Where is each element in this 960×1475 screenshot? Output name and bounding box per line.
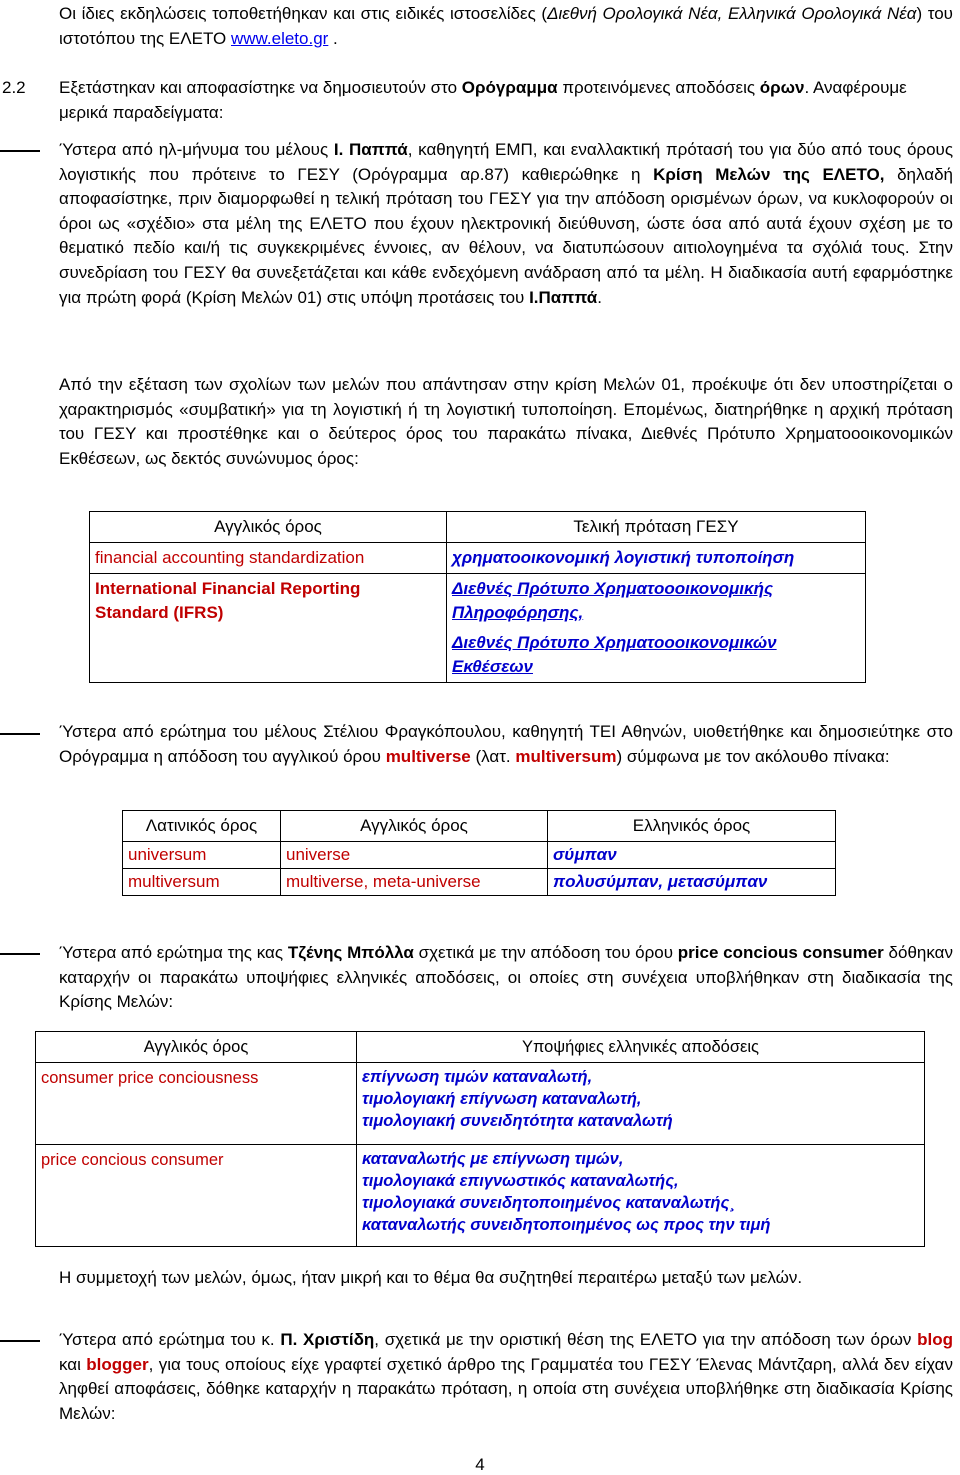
- text: , καθηγητή ΕΜΠ, και εναλλακτική πρότασή του για δύο από τους όρους λογιστικής που πρότεινε το ΓΕΣΥ (Ορόγραμμα αρ.87) καθιερώθηκε η: [59, 140, 954, 184]
- column-header: Υποψήφιες ελληνικές αποδόσεις: [357, 1032, 925, 1063]
- item-2-paragraph: [59, 720, 953, 769]
- item-4-paragraph: [59, 1328, 953, 1426]
- cell-line: καταναλωτής συνειδητοποιημένος ως προς την τιμή: [362, 1216, 771, 1234]
- table-row: [36, 1063, 925, 1145]
- bold-text: Κρίση Μελών της ΕΛΕΤΟ,: [653, 164, 885, 184]
- table-row: [36, 1145, 925, 1247]
- text: . Αναφέρουμε μερικά παραδείγματα:: [59, 78, 907, 122]
- participation-paragraph: Η συμμετοχή των μελών, όμως, ήταν μικρή και το θέμα θα συζητηθεί περαιτέρω μεταξύ των μελών.: [59, 1268, 803, 1287]
- text: .: [597, 287, 602, 307]
- text: (λατ.: [470, 746, 516, 766]
- column-header: Τελική πρόταση ΓΕΣΥ: [447, 512, 866, 543]
- cell-line: καταναλωτής με επίγνωση τιμών,: [362, 1150, 624, 1168]
- text: προτεινόμενες αποδόσεις: [557, 78, 760, 97]
- text: Ύστερα από ηλ-μήνυμα του μέλους: [59, 140, 334, 159]
- table-cell: multiversum: [123, 869, 281, 896]
- bold-text: Ι. Παππά: [333, 140, 408, 159]
- cell-line: τιμολογιακή συνειδητότητα καταναλωτή: [362, 1112, 673, 1130]
- text: Εξετάστηκαν και αποφασίστηκε να δημοσιευτούν στο: [59, 78, 462, 97]
- text: σχετικά με την απόδοση του όρου: [413, 943, 678, 962]
- table-cell: [357, 1145, 925, 1247]
- bold-text: Ορόγραμμα: [461, 78, 558, 97]
- table-financial-terms: [89, 511, 866, 683]
- cell-line: τιμολογιακά συνειδητοποιημένος καταναλωτής¸: [362, 1194, 735, 1212]
- text: ) σύμφωνα με τον ακόλουθο πίνακα:: [616, 746, 890, 766]
- table-cell: financial accounting standardization: [90, 543, 447, 574]
- column-header: Αγγλικός όρος: [36, 1032, 357, 1063]
- item-1-paragraph: [59, 138, 953, 310]
- highlighted-term: blog: [917, 1330, 953, 1349]
- highlighted-term: blogger: [86, 1354, 149, 1374]
- text: και: [59, 1354, 87, 1374]
- table-row: [123, 842, 836, 869]
- table-cell: price concious consumer: [36, 1145, 357, 1247]
- item-3-paragraph: [59, 941, 953, 1015]
- bold-text: Ι.Παππά: [529, 287, 598, 307]
- text: Ύστερα από ερώτημα του κ.: [59, 1330, 281, 1349]
- column-header: Ελληνικός όρος: [548, 811, 836, 842]
- highlighted-term: multiverse: [385, 746, 471, 766]
- table-cell: consumer price conciousness: [36, 1063, 357, 1145]
- list-dash: [0, 150, 40, 152]
- bold-text: Τζένης Μπόλλα: [287, 943, 414, 962]
- table-cell: σύμπαν: [548, 842, 836, 869]
- table-cell: International Financial Reporting Standard (IFRS): [90, 574, 447, 683]
- bold-text: Π. Χριστίδη: [280, 1330, 375, 1349]
- list-dash: [0, 1340, 40, 1342]
- table-cell: universe: [281, 842, 548, 869]
- text: ) του ιστοτόπου της ΕΛΕΤΟ: [59, 4, 953, 48]
- section-2-2-paragraph: [59, 76, 953, 125]
- table-multiverse: [122, 810, 836, 896]
- bold-text: όρων: [759, 78, 805, 97]
- text: , για τους οποίους είχε γραφτεί σχετικό άρθρο της Γραμματέα του ΓΕΣΥ Έλενας Μάντζαρη, αλλά δεν είχαν ληφθεί αποφάσεις, δόθηκε καταρχήν η παρακάτω πρόταση, η οποία στη συνέχεια υποβλήθηκε στη διαδικασία Κρίσης Μελών:: [59, 1354, 953, 1423]
- text: δηλαδή αποφασίστηκε, πριν διαμορφωθεί η τελική πρόταση του ΓΕΣΥ για την απόδοση ορισμένων όρων, να κυκλοφορούν οι όροι ως «σχέδιο» στα μέλη της ΕΛΕΤΟ που έχουν ηλεκτρονική διεύθυνση, ώστε όσα από αυτά έχουν σχέση με το θεματικό πεδίο και/ή τις συγκεκριμένες έννοιες, αν θέλουν, να διατυπώσουν αιτιολογημένα τα σχόλιά τους. Στην συνεδρίαση του ΓΕΣΥ θα συνεξετάζεται και κάθε ενδεχόμενη ανάδραση από τα μέλη. Η διαδικασία αυτή εφαρμόστηκε για πρώτη φορά (Κρίση Μελών 01) στις υπόψη προτάσεις του: [59, 164, 954, 307]
- table-cell: πολυσύμπαν, μετασύμπαν: [548, 869, 836, 896]
- table-cell: χρηματοοικονομική λογιστική τυποποίηση: [447, 543, 866, 574]
- table-row: [90, 543, 866, 574]
- text: Ύστερα από ερώτημα της κας: [59, 943, 288, 962]
- table-cell: universum: [123, 842, 281, 869]
- table-header-row: [90, 512, 866, 543]
- table-cell: [447, 574, 866, 683]
- column-header: Αγγλικός όρος: [90, 512, 447, 543]
- cell-line: Διεθνές Πρότυπο Χρηματοοοικονομικής Πληροφόρησης,: [452, 579, 774, 622]
- text: δόθηκαν καταρχήν οι παρακάτω υποψήφιες ελληνικές αποδόσεις, οι οποίες στη συνέχεια υποβλήθηκαν στη διαδικασία της Κρίσης Μελών:: [59, 943, 953, 1012]
- table-price-conscious: [35, 1031, 925, 1247]
- table-row: [90, 574, 866, 683]
- intro-paragraph: [59, 2, 953, 51]
- highlighted-term: multiversum: [515, 746, 617, 766]
- eleto-link[interactable]: www.eleto.gr: [231, 28, 329, 48]
- table-cell: multiverse, meta-universe: [281, 869, 548, 896]
- text: Οι ίδιες εκδηλώσεις τοποθετήθηκαν και στις ειδικές ιστοσελίδες (: [59, 4, 548, 23]
- table-header-row: [123, 811, 836, 842]
- column-header: Λατινικός όρος: [123, 811, 281, 842]
- bold-text: price concious consumer: [677, 943, 884, 962]
- cell-line: επίγνωση τιμών καταναλωτή,: [362, 1068, 593, 1086]
- text: , σχετικά με την οριστική θέση της ΕΛΕΤΟ για την απόδοση των όρων: [374, 1330, 918, 1349]
- table-cell: [357, 1063, 925, 1145]
- table-header-row: [36, 1032, 925, 1063]
- section-number: 2.2: [2, 78, 26, 97]
- list-dash: [0, 733, 40, 735]
- cell-line: τιμολογιακά επιγνωστικός καταναλωτής,: [362, 1172, 679, 1190]
- column-header: Αγγλικός όρος: [281, 811, 548, 842]
- comments-paragraph: Από την εξέταση των σχολίων των μελών που απάντησαν στην κρίση Μελών 01, προέκυψε ότι δεν υποστηρίζεται ο χαρακτηρισμός «συμβατική» για τη λογιστική ή τη λογιστική τυποποίηση. Επομένως, διατηρήθηκε η αρχική πρόταση του ΓΕΣΥ και προστέθηκε και ο δεύτερος όρος του παρακάτω πίνακα, Διεθνές Πρότυπο Χρηματοοοικονομικών Εκθέσεων, ως δεκτός συνώνυμος όρος:: [59, 375, 953, 468]
- text: .: [328, 28, 338, 48]
- cell-line: Διεθνές Πρότυπο Χρηματοοοικονομικών Εκθέσεων: [452, 633, 777, 676]
- text: Ύστερα από ερώτημα του μέλους Στέλιου Φραγκόπουλου, καθηγητή ΤΕΙ Αθηνών, υιοθετήθηκε και δημοσιεύτηκε στο Ορόγραμμα η απόδοση του αγγλικού όρου: [59, 722, 953, 766]
- italic-text: Διεθνή Ορολογικά Νέα, Ελληνικά Ορολογικά Νέα: [547, 4, 917, 23]
- cell-line: τιμολογιακή επίγνωση καταναλωτή,: [362, 1090, 642, 1108]
- list-dash: [0, 953, 40, 955]
- page-number: 4: [475, 1455, 485, 1474]
- table-row: [123, 869, 836, 896]
